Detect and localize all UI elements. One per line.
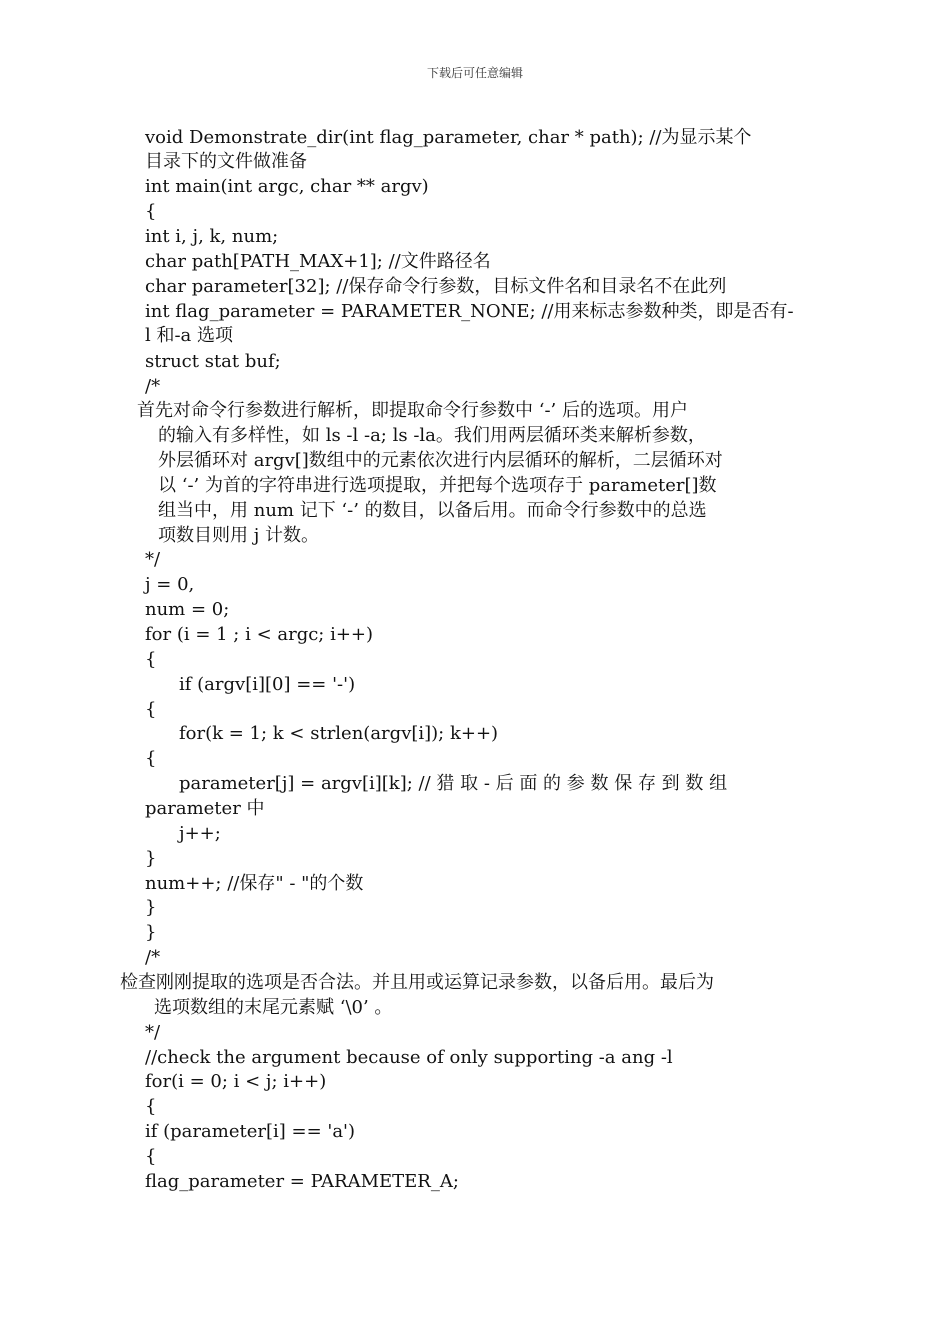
code-line: 目录下的文件做准备 bbox=[145, 151, 307, 172]
code-line: j++; bbox=[179, 823, 221, 844]
code-line: for (i = 1 ; i < argc; i++) bbox=[145, 624, 374, 645]
comment-line: 检查刚刚提取的选项是否合法。并且用或运算记录参数，以备后用。最后为 bbox=[120, 972, 714, 993]
comment-line: 首先对命令行参数进行解析，即提取命令行参数中 ‘-’ 后的选项。用户 bbox=[137, 400, 688, 421]
code-line: } bbox=[145, 922, 157, 943]
page-header: 下载后可任意编辑 bbox=[426, 66, 523, 80]
code-line: flag_parameter = PARAMETER_A; bbox=[145, 1171, 459, 1192]
code-line: for(k = 1; k < strlen(argv[i]); k++) bbox=[179, 723, 499, 744]
code-line: */ bbox=[145, 549, 161, 570]
code-line: parameter 中 bbox=[145, 798, 265, 819]
comment-line: 外层循环对 argv[]数组中的元素依次进行内层循环的解析，二层循环对 bbox=[158, 450, 723, 471]
code-line: parameter[j] = argv[i][k]; // 猎 取 - 后 面 的 参 数 保 存 到 数 组 bbox=[179, 773, 728, 794]
code-line: int i, j, k, num; bbox=[145, 226, 279, 247]
code-line: { bbox=[145, 1146, 157, 1167]
code-line: { bbox=[145, 699, 157, 720]
comment-line: 组当中，用 num 记下 ‘-’ 的数目，以备后用。而命令行参数中的总选 bbox=[158, 500, 707, 521]
code-line: /* bbox=[145, 947, 161, 968]
code-line: char path[PATH_MAX+1]; //文件路径名 bbox=[145, 251, 491, 272]
comment-line: 的输入有多样性，如 ls -l -a; ls -la。我们用两层循环类来解析参数， bbox=[158, 425, 706, 446]
code-line: void Demonstrate_dir(int flag_parameter, char * path); //为显示某个 bbox=[145, 127, 752, 148]
code-line: num++; //保存" - "的个数 bbox=[145, 873, 364, 894]
code-line: /* bbox=[145, 376, 161, 397]
code-line: { bbox=[145, 201, 157, 222]
code-line: for(i = 0; i < j; i++) bbox=[145, 1071, 327, 1092]
code-line: { bbox=[145, 1096, 157, 1117]
code-line: int main(int argc, char ** argv) bbox=[145, 176, 429, 197]
code-line: if (argv[i][0] == '-') bbox=[179, 674, 356, 695]
code-line: } bbox=[145, 848, 157, 869]
code-line: { bbox=[145, 649, 157, 670]
code-line: struct stat buf; bbox=[145, 351, 281, 372]
code-line: char parameter[32]; //保存命令行参数，目标文件名和目录名不在此列 bbox=[145, 276, 727, 297]
comment-line: 以 ‘-’ 为首的字符串进行选项提取，并把每个选项存于 parameter[]数 bbox=[158, 475, 717, 496]
code-line: //check the argument because of only supporting -a ang -l bbox=[145, 1047, 673, 1068]
code-line: int flag_parameter = PARAMETER_NONE; //用来标志参数种类，即是否有- bbox=[145, 301, 794, 322]
code-line: */ bbox=[145, 1022, 161, 1043]
code-line: if (parameter[i] == 'a') bbox=[145, 1121, 356, 1142]
comment-line: 选项数组的末尾元素赋 ‘\0’ 。 bbox=[154, 997, 393, 1018]
code-line: l 和-a 选项 bbox=[145, 325, 234, 346]
code-line: j = 0, bbox=[145, 574, 195, 595]
code-line: } bbox=[145, 897, 157, 918]
comment-line: 项数目则用 j 计数。 bbox=[158, 525, 320, 546]
code-line: num = 0; bbox=[145, 599, 230, 620]
code-line: { bbox=[145, 748, 157, 769]
